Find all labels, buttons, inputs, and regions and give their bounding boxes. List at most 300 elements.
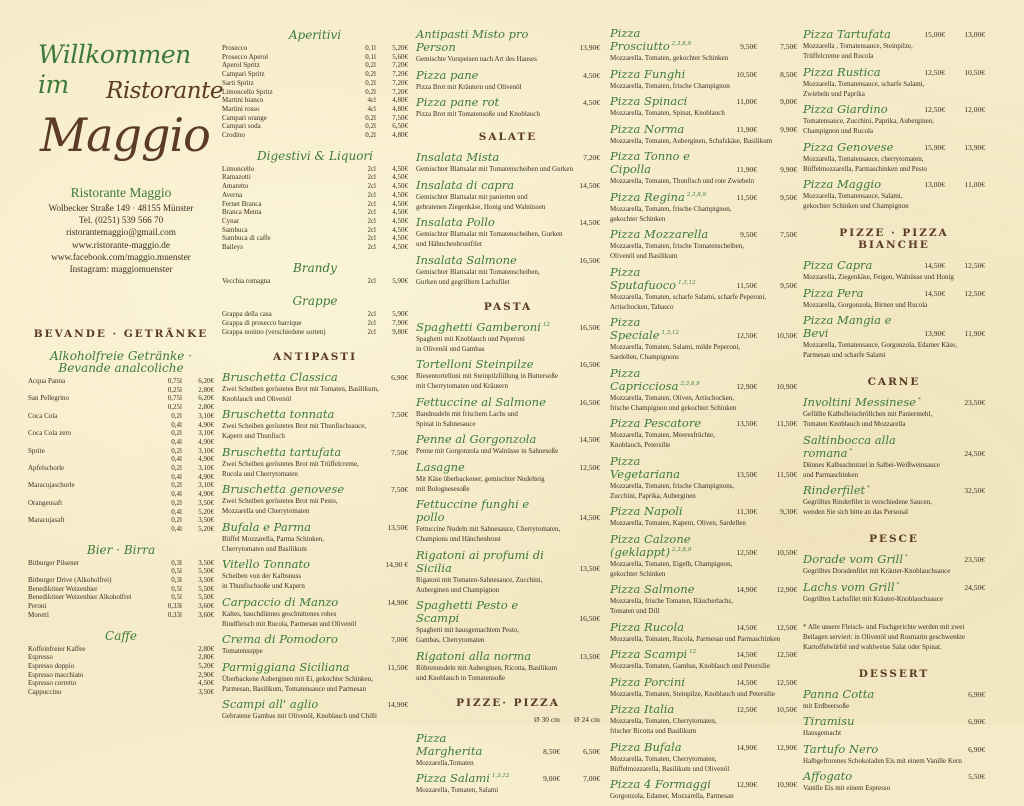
menu-item-title-row [416,772,600,785]
menu-item-price: 14,90 € [385,560,408,570]
menu-item-price-small: 10,90€ [776,780,797,789]
menu-item-name [416,216,556,229]
menu-item-title-row [222,698,408,711]
section-heading: DESSERT [858,667,930,680]
drink-name: Moretti [28,610,49,619]
dish-name: Insalata di capra [416,177,515,192]
menu-item-name [416,96,556,109]
menu-item-description: Mozzarella, frische Tomaten, Räucherlachs, [610,597,733,605]
menu-item-description: Mozzarella, Tomatensauce, Gorgonzola, Edamer Käse, [803,341,957,349]
menu-section [28,544,214,620]
dish-name: Lachs vom Grill [803,579,895,594]
size-label: Ø 30 cm [534,714,560,724]
dish-name: Pizza Sputafuoco [610,264,677,292]
size-label: Ø 24 cm [574,714,600,724]
drink-size [152,653,182,662]
menu-item-price: 12,50€ [924,105,945,114]
dish-name: Pizza Italia [610,702,675,716]
menu-item-title-row [416,358,600,371]
drink-size [152,679,182,688]
dish-name: Rinderfilet [803,483,866,497]
dish-name: Saltinbocca alla romana [803,432,896,460]
drink-row [222,96,408,105]
drink-price: 4,90€ [198,437,214,446]
menu-item-title-row [222,408,408,421]
menu-item-price-small: 13,00€ [964,30,985,39]
menu-item [610,417,797,450]
menu-item-price-small: 7,00€ [583,774,600,783]
menu-item [416,732,600,768]
menu-item-description: Parmesan und scharfe Salami [803,351,886,359]
logo-maggio: Maggio [40,108,210,162]
menu-item [416,461,600,494]
dish-name: Pizza Mangia e Bevi [803,313,892,340]
menu-item-name [222,521,364,534]
menu-item [803,103,985,136]
drink-name: Aperol Spritz [222,61,260,70]
menu-item-title-row [803,715,985,728]
menu-item-description: und Hähnchenbrustfilet [416,240,482,248]
menu-item [610,266,797,312]
menu-item-price: 14,50€ [736,622,757,632]
menu-item-description: Riesentortelloni mit Steinpilzfüllung in Buttersoße [416,372,558,380]
menu-item-description: Mozzarella, Tomaten, Cherrytomaten, [610,754,717,763]
menu-item-description: Trüffelcreme und Rucola [803,52,874,60]
drink-price: 5,20€ [198,524,214,533]
menu-item-title-row [222,446,408,459]
menu-item-price: 12,50€ [736,547,757,557]
menu-item-description: Zucchini, Paprika, Auberginen [610,491,696,500]
menu-item-description: Rindfleisch mit Rucola, Parmesan und Olivenöl [222,619,357,628]
drink-price: 6,20€ [198,394,214,403]
drink-name: Espresso [28,653,53,662]
drink-price: 4,50€ [392,199,408,208]
menu-item-description: Hausgemacht [803,729,842,737]
drink-name: Orangensaft [28,498,63,507]
drink-size: 0,4l [171,507,182,516]
drink-price: 4,80€ [392,131,408,140]
menu-item-price-small: 11,90€ [964,329,985,338]
section-heading: CARNE [867,376,921,388]
drink-row [28,481,214,490]
section-subheading: Alkoholfreie Getränke · Bevande analcoliche [50,349,192,375]
menu-item-title-row [416,732,600,758]
drink-row [28,559,214,568]
drink-price: 4,80€ [392,96,408,105]
drink-row [222,105,408,114]
menu-item-name [610,621,713,634]
menu-item-title-row [803,259,985,272]
menu-item-name [416,179,556,192]
menu-section [222,29,408,140]
menu-item-name [610,266,713,292]
allergen-note: 12 [689,649,697,656]
menu-item [222,408,408,441]
menu-item-title-row [416,69,600,82]
menu-item-name [222,558,364,571]
drink-size: 0,2l [171,481,182,490]
menu-item-price: 14,90€ [736,742,757,752]
menu-item-title-row [803,178,985,191]
drink-size [152,662,182,671]
section-heading: BEVANDE · GETRÄNKE [33,328,209,340]
menu-item-description: Zwiebeln und Paprika [803,89,865,98]
drink-price: 3,50€ [198,576,214,585]
drink-size: 0,75l [167,377,182,385]
menu-item-title-row [416,254,600,267]
menu-item [610,676,797,699]
drink-name: Campari soda [222,122,261,131]
section-subheading: Grappe [292,294,338,309]
menu-item-price-small: 6,50€ [583,746,600,756]
menu-item-name [803,688,941,701]
menu-item-description: mit Bolognesesoße [416,484,470,493]
drink-price: 7,20€ [392,78,408,87]
menu-item-price-small: 10,50€ [964,67,985,77]
drink-price: 3,10€ [198,429,214,438]
menu-item-description: Mozzarella, Tomaten, frische Champignon, [610,204,732,213]
allergen-note: 2,3,8,9 [671,41,692,48]
drink-size: 2cl [367,319,376,328]
drink-row [222,88,408,97]
menu-item [803,396,985,429]
allergen-note: * [918,397,921,404]
menu-item-title-row [803,581,985,594]
menu-item-description: gekochter Schinken [610,214,666,223]
allergen-note: * [896,581,900,588]
menu-item-description: Olivenöl und Basilikum [610,252,678,260]
drink-price: 5,50€ [198,584,214,593]
menu-item-title-row [610,583,797,596]
menu-item-name [803,259,901,272]
drink-row [28,473,214,482]
drink-price: 4,50€ [392,182,408,191]
drink-size [152,671,182,680]
drink-size: 0,25l [167,403,182,412]
dish-name: Scampi all' aglio [222,697,319,712]
drink-price: 5,60€ [392,52,408,61]
drink-name: Espresso corretto [28,679,77,688]
drink-price: 4,90€ [198,472,214,481]
drink-name: Sarti Spritz [222,78,254,87]
drink-name: Vecchia romagna [222,276,271,285]
menu-item-name [610,741,713,754]
menu-item-price: 12,90€ [736,381,757,391]
menu-item-description: Parmesan, Basilikum, Tomatensauce und Parmesan [222,684,367,693]
drink-name [28,403,152,412]
menu-item-description: Knoblauch, Petersilie [610,441,671,449]
menu-item-price: 6,90€ [968,689,985,699]
menu-item-title-row [222,661,408,674]
drink-price: 5,20€ [198,661,214,670]
menu-item [222,446,408,479]
website-link[interactable]: www.ristorante-maggio.de [72,239,170,250]
menu-item-description: frische Champignon und gekochter Schinken [610,403,737,412]
menu-item-price-small: 9,30€ [780,507,797,516]
drink-size: 0,2l [365,70,376,79]
dish-name: Crema di Pomodoro [222,632,338,647]
menu-item-price: 5,50€ [968,772,985,781]
drink-size: 0,4l [171,437,182,446]
allergen-note: 2,3,8,9 [686,191,707,198]
menu-item-name [222,408,364,421]
menu-item-price: 14,50€ [579,513,600,522]
dish-name: Pizza 4 Formaggi [610,777,711,791]
menu-item-description: Mozzarella, Tomaten, Gambas, Knoblauch und Petersilie [610,662,770,670]
menu-item [803,553,985,576]
drink-size: 2cl [367,190,376,199]
menu-item-price-small: 9,50€ [780,280,797,290]
drink-row [28,688,214,697]
menu-item-price-small: 13,90€ [964,142,985,152]
drink-name: San Pellegrino [28,394,70,403]
menu-item-price-small: 11,00€ [964,180,985,189]
menu-item-description: Mozzarella, Ziegenkäse, Feigen, Walnüsse und Honig [803,273,954,281]
menu-item-name [803,396,941,409]
menu-item-price: 14,50€ [924,288,945,298]
drink-name [28,525,152,534]
menu-item-description: Mozzarella, Tomatensauce, cherrytomaten, [803,154,924,163]
menu-item-name [803,770,941,783]
instagram-handle: Instagram: maggiomuenster [69,264,173,275]
drink-name: Campari orange [222,113,267,122]
drink-name: Peroni [28,602,47,611]
menu-item-price: 11,50€ [736,192,757,202]
drink-row [222,310,408,319]
menu-item [610,621,797,644]
dish-name: Bruschetta genovese [222,482,345,497]
menu-item-name [416,461,556,474]
menu-item [803,715,985,738]
menu-item-price: 24,50€ [964,448,985,458]
menu-item [803,28,985,61]
drink-row [222,44,408,53]
drink-price: 3,10€ [198,411,214,420]
section-heading: PESCE [869,533,919,545]
drink-row [28,585,214,594]
menu-item-title-row [803,103,985,116]
menu-item-description: Halbgefrorenes Schokoladen Eis mit einem Vanille Kern [803,756,962,765]
drink-price: 5,20€ [392,44,408,52]
menu-section [803,668,985,794]
menu-section [416,697,600,796]
menu-item-description: Pizza Brot mit Kräutern und Olivenöl [416,82,522,91]
menu-item-price-small: 10,50€ [776,705,797,714]
menu-item-description: Gemischter Blattsalat mit panierten und [416,192,528,201]
menu-item [803,314,985,360]
drink-price: 3,10€ [198,481,214,490]
drink-row [222,165,408,174]
dish-name: Pizza Tonno e Cipolla [610,149,690,176]
drink-row [28,576,214,585]
menu-item-description: Mozzarella, Tomaten, frische Champignons, [610,481,735,490]
dish-name: Dorade vom Grill [803,552,904,566]
dish-name: Bruschetta Classica [222,369,338,384]
menu-section [222,351,408,722]
section-subheading: Bier · Birra [86,542,156,557]
menu-item [803,287,985,310]
drink-row [222,226,408,235]
drink-row [28,386,214,395]
menu-item-title-row [803,770,985,783]
menu-item-title-row [610,676,797,689]
drink-name: Grappa della casa [222,310,272,319]
menu-item [416,216,600,249]
menu-item [416,599,600,645]
menu-section [416,301,600,683]
drink-price: 2,80€ [198,644,214,653]
menu-item-title-row [803,66,985,79]
menu-item [222,371,408,404]
menu-item [803,434,985,480]
drink-name: Benediktiner Weizenbier Alkoholfrei [28,593,132,602]
drink-price: 4,50€ [392,173,408,182]
drink-size: 0,2l [365,113,376,122]
drink-name: Prosecco Aperol [222,52,269,61]
menu-item-description: Gebratene Gambas mit Olivenöl, Knoblauch und Chilli [222,712,377,721]
drink-row [28,429,214,438]
drink-name: Koffeinfreier Kaffee [28,644,86,653]
menu-item-name [610,228,713,241]
menu-item-description: Auberginen und Champignon [416,585,500,594]
menu-item-name [803,434,941,460]
menu-item-description: Spaghetti mit Knoblauch und Peperoni [416,334,525,343]
menu-item-title-row [416,179,600,192]
drink-size: 0,4l [171,455,182,464]
menu-section [28,328,214,534]
drink-name [28,386,152,395]
drink-price: 5,20€ [198,507,214,516]
menu-item [803,770,985,793]
menu-item-name [416,650,556,663]
drink-name [28,421,152,430]
dish-name: Pizza Genovese [803,139,894,154]
drink-price: 4,80€ [392,104,408,113]
menu-item-title-row [610,68,797,81]
menu-item [416,179,600,212]
menu-item-price-small: 9,90€ [780,124,797,134]
drink-size: 0,1l [365,44,376,52]
drink-name: Coca Cola [28,411,58,420]
dish-name: Rigatoni alla norma [416,648,532,663]
menu-item [610,68,797,91]
menu-item-price: 13,90€ [924,329,945,338]
menu-item [222,521,408,554]
drink-row [28,377,214,386]
menu-item-name [803,287,901,300]
drink-price: 4,50€ [392,164,408,173]
menu-item-title-row [416,396,600,409]
menu-item [803,743,985,766]
drink-price: 4,50€ [392,234,408,243]
drink-size: 0,2l [365,78,376,87]
drink-price: 3,60€ [198,610,214,619]
drink-row [28,611,214,620]
dish-name: Pizza Spinaci [610,94,688,108]
drink-price: 2,90€ [198,670,214,679]
menu-item-name [222,596,364,609]
menu-item-description: und Parmaschinken [803,470,859,479]
drink-row [222,200,408,209]
dish-name: Insalata Mista [416,150,500,164]
menu-item-description: Kaltes, hauchdünnes geschnittenes rohes [222,609,337,618]
menu-item-description: Mozzarella, Tomaten, Rucola, Parmesan und Parmaschinken [610,634,781,643]
drink-name: Ramazotti [222,173,251,182]
drink-row [222,79,408,88]
menu-item-title-row [416,96,600,109]
menu-item-name [610,191,713,204]
drink-size: 0,3l [171,576,182,585]
menu-item [222,661,408,694]
menu-item-name [222,371,364,384]
menu-item-description: Mozzarella, Tomatensauce, Salami, [803,192,903,200]
menu-item-name [610,316,713,342]
menu-item-title-row [803,484,985,497]
drink-row [28,412,214,421]
menu-item-description: Zwei Scheiben geröstetes Brot mit Pesto, [222,497,338,506]
menu-item-description: gekochter Schinken [610,569,666,578]
drink-name: Limoncello Spritz [222,87,273,96]
menu-item-price-small: 12,00€ [964,105,985,114]
menu-item-description: Gegrilltes Lachsfilet mit Kräuter-Knoblauchsauce [803,594,943,603]
menu-item-price: 16,50€ [579,614,600,623]
menu-item [803,141,985,174]
menu-item-title-row [803,743,985,756]
drink-row [222,53,408,62]
drink-row [28,508,214,517]
section-subheading: Brandy [293,260,337,275]
dish-name: Pizza Regina [610,189,685,204]
drink-price: 2,80€ [198,653,214,662]
drink-row [222,208,408,217]
menu-item-price: 13,50€ [736,469,757,479]
menu-item-price: 14,50€ [924,261,945,270]
menu-item [610,191,797,224]
drink-name: Limoncello [222,164,255,173]
drink-size: 0,4l [171,420,182,429]
drink-size [152,688,182,697]
menu-item-price: 14,50€ [736,677,757,687]
menu-item-title-row [803,141,985,154]
drink-row [28,438,214,447]
drink-row [222,328,408,337]
email-link[interactable]: ristorantemaggio@gmail.com [66,227,176,238]
facebook-link[interactable]: www.facebook.com/maggio.muenster [51,251,191,262]
menu-item-name [416,549,556,575]
drink-price: 7,20€ [392,70,408,79]
drink-row [28,525,214,534]
drink-size: 0,33l [167,610,182,619]
menu-item-name [416,69,556,82]
dish-name: Pizza Salmone [610,582,695,596]
menu-item [416,433,600,456]
drink-price: 3,10€ [198,464,214,473]
menu-item-description: Gemischte Vorspeisen nach Art des Hauses [416,55,537,63]
menu-item-name [416,772,516,785]
restaurant-name: Ristorante Maggio [70,185,172,200]
menu-item [416,69,600,92]
drink-size: 0,2l [365,87,376,96]
menu-item-price: 7,00€ [391,635,408,645]
menu-item-price: 11,90€ [736,165,757,174]
drink-price: 3,50€ [198,498,214,507]
menu-item-title-row [416,650,600,663]
menu-item-title-row [610,648,797,661]
drink-row [222,191,408,200]
menu-item-title-row [610,27,797,53]
menu-item-price: 13,90€ [579,43,600,52]
menu-item-description: Knoblauch und Olivenöl [222,394,292,403]
